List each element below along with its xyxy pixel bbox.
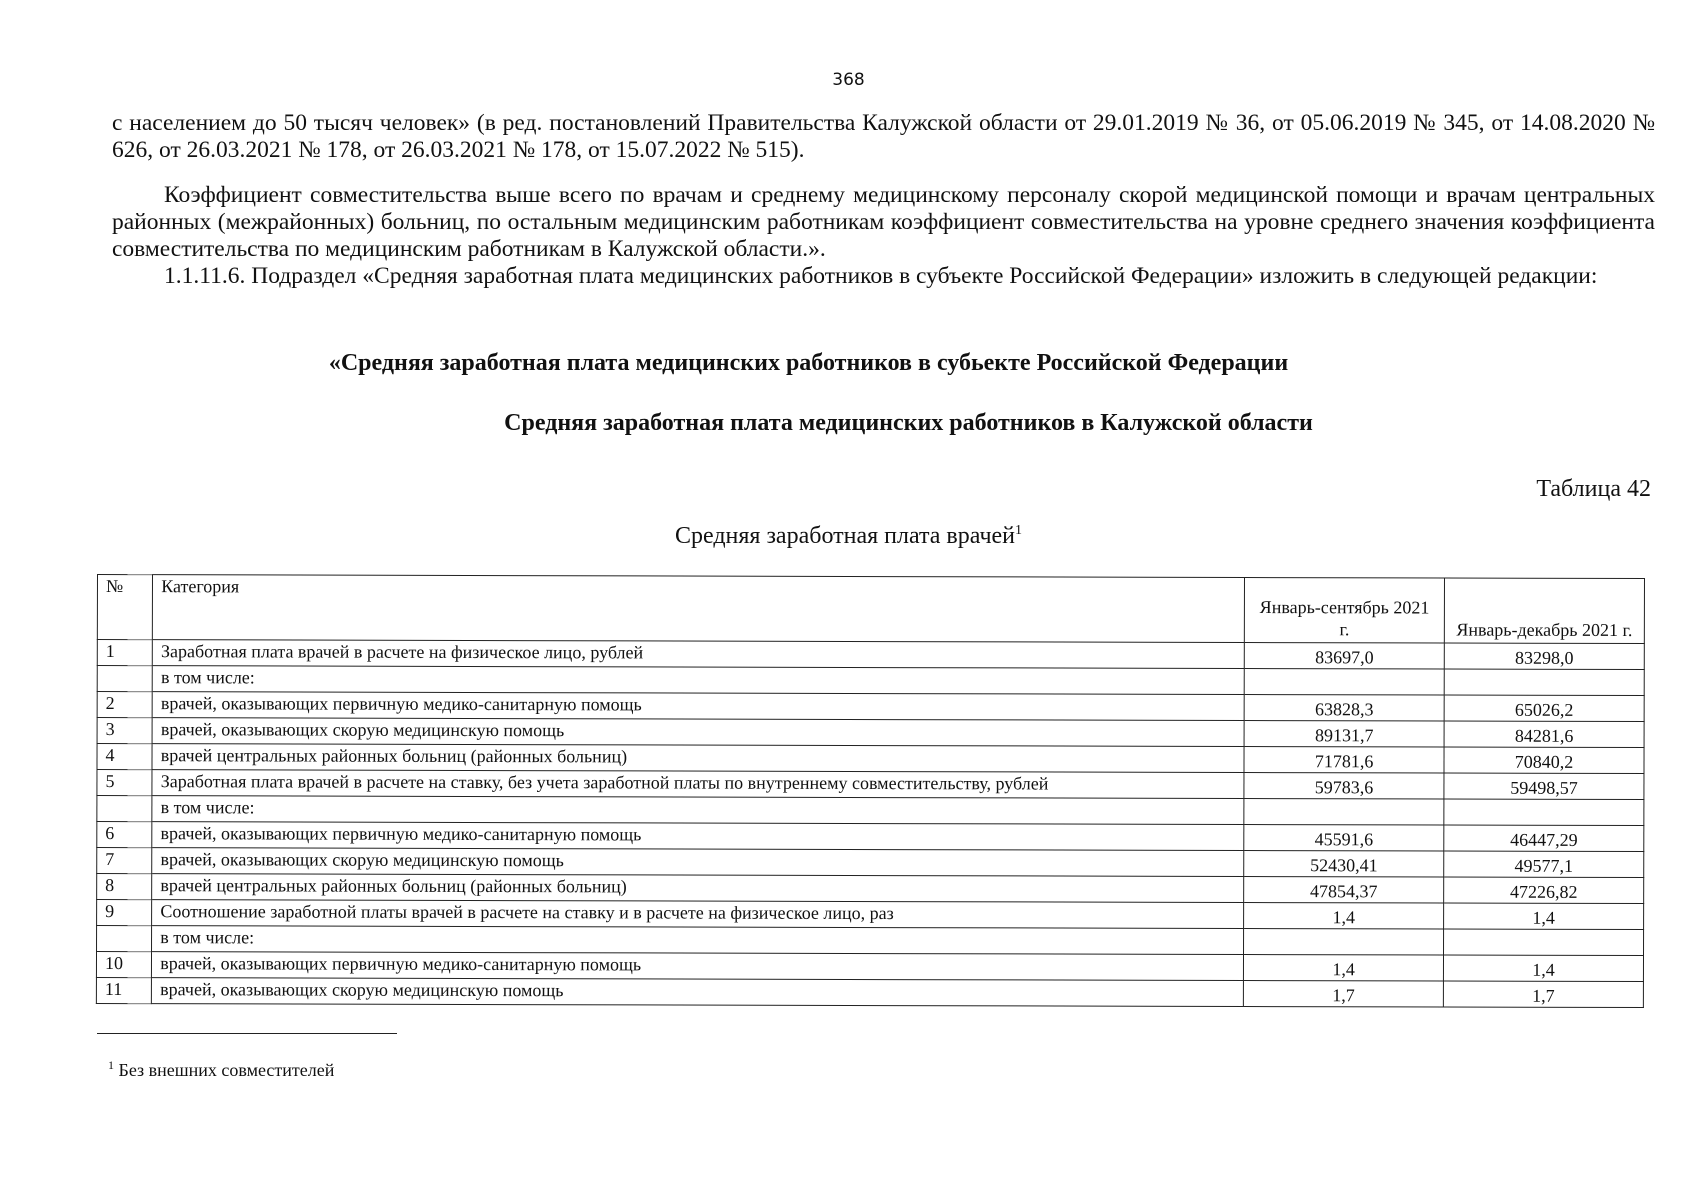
table-title-text: Средняя заработная плата врачей — [674, 523, 1016, 549]
row-value-jan-dec: 83298,0 — [1444, 643, 1644, 670]
table-row — [97, 848, 1644, 878]
table-row — [97, 640, 1644, 670]
row-num: 11 — [96, 977, 151, 1003]
row-num: 2 — [97, 692, 152, 718]
footnote-text: Без внешних совместителей — [118, 1060, 335, 1080]
row-num: 7 — [97, 848, 152, 874]
subsection-heading: Средняя заработная плата медицинских работников в Калужской области — [504, 410, 1313, 436]
row-value-jan-dec: 1,7 — [1443, 981, 1643, 1008]
footnote-mark: 1 — [108, 1058, 114, 1072]
header-period-jan-dec: Январь-декабрь 2021 г. — [1444, 578, 1644, 644]
row-value-jan-sep: 71781,6 — [1244, 747, 1444, 774]
row-num: 1 — [97, 640, 152, 666]
row-value-jan-dec — [1444, 669, 1644, 696]
paragraph-coefficient: Коэффициент совместительства выше всего по врачам и среднему медицинскому персоналу скорой медицинской помощи и врачам центральных районных (межрайонных) больниц, по остальным медицинским работникам коэффициент совместительства на уровне среднего значения коэффициента совместительства по медицинским работникам в Калужской области.». — [112, 182, 1655, 262]
header-period-jan-sep: Январь-сентябрь 2021 г. — [1245, 578, 1445, 644]
row-category: врачей, оказывающих скорую медицинскую помощь — [152, 718, 1244, 747]
header-category: Категория — [153, 575, 1245, 643]
row-num: 10 — [96, 952, 151, 978]
table-row — [96, 952, 1643, 982]
row-num: 3 — [97, 718, 152, 744]
footnote-divider — [97, 1033, 397, 1034]
row-category: в том числе: — [152, 666, 1244, 695]
page-number: 368 — [832, 70, 865, 90]
row-category: врачей центральных районных больниц (районных больниц) — [152, 744, 1244, 773]
row-num: 4 — [97, 744, 152, 770]
paragraph-subsection-change: 1.1.11.6. Подраздел «Средняя заработная плата медицинских работников в субъекте Российской Федерации» изложить в следующей редакции: — [164, 263, 1598, 289]
row-value-jan-sep: 1,4 — [1244, 903, 1444, 930]
row-value-jan-sep: 52430,41 — [1244, 851, 1444, 878]
table-row — [97, 666, 1644, 696]
row-value-jan-dec: 49577,1 — [1444, 851, 1644, 878]
row-num — [97, 796, 152, 822]
row-category: врачей, оказывающих первичную медико-санитарную помощь — [152, 952, 1244, 981]
row-category: Заработная плата врачей в расчете на ставку, без учета заработной платы по внутреннему совместительству, рублей — [152, 770, 1244, 799]
table-number-label: Таблица 42 — [1536, 476, 1651, 502]
table-row — [97, 796, 1644, 826]
row-value-jan-sep — [1244, 799, 1444, 826]
table-body — [96, 640, 1644, 1008]
row-value-jan-sep: 89131,7 — [1244, 721, 1444, 748]
table-title — [0, 523, 1697, 550]
footnote — [108, 1058, 334, 1081]
paragraph-amendment-reference: с населением до 50 тысяч человек» (в ред. постановлений Правительства Калужской области от 29.01.2019 № 36, от 05.06.2019 № 345, от 14.08.2020 № 626, от 26.03.2021 № 178, от 26.03.2021 № 178, от 15.07.2022 № 515). — [112, 110, 1655, 163]
section-heading: «Средняя заработная плата медицинских работников в субьекте Российской Федерации — [328, 350, 1289, 376]
row-category: в том числе: — [152, 796, 1244, 825]
row-category: врачей, оказывающих первичную медико-санитарную помощь — [152, 692, 1244, 721]
row-category: врачей, оказывающих скорую медицинскую помощь — [152, 978, 1244, 1007]
table-title-footnote-mark: 1 — [1015, 523, 1023, 538]
row-num: 6 — [97, 822, 152, 848]
table-row — [97, 900, 1644, 930]
row-value-jan-sep — [1244, 669, 1444, 696]
row-category: Соотношение заработной платы врачей в расчете на ставку и в расчете на физическое лицо, раз — [152, 900, 1244, 929]
row-value-jan-sep: 45591,6 — [1244, 825, 1444, 852]
table-row — [97, 770, 1644, 800]
row-value-jan-sep: 1,4 — [1244, 955, 1444, 982]
row-value-jan-dec: 47226,82 — [1444, 877, 1644, 904]
row-category: врачей центральных районных больниц (районных больниц) — [152, 874, 1244, 903]
row-value-jan-dec: 84281,6 — [1444, 721, 1644, 748]
row-value-jan-dec: 46447,29 — [1444, 825, 1644, 852]
salary-table — [96, 574, 1645, 1008]
row-num: 8 — [97, 874, 152, 900]
row-value-jan-sep: 47854,37 — [1244, 877, 1444, 904]
row-value-jan-dec: 59498,57 — [1444, 773, 1644, 800]
row-value-jan-dec: 65026,2 — [1444, 695, 1644, 722]
row-num — [97, 666, 152, 692]
table-row — [96, 977, 1643, 1007]
table-row — [97, 692, 1644, 722]
row-num: 9 — [97, 900, 152, 926]
table-row — [97, 718, 1644, 748]
row-value-jan-dec — [1444, 799, 1644, 826]
row-value-jan-sep — [1244, 929, 1444, 956]
table-row — [97, 926, 1644, 956]
row-category: врачей, оказывающих первичную медико-санитарную помощь — [152, 822, 1244, 851]
row-value-jan-sep: 1,7 — [1244, 981, 1444, 1008]
row-num — [97, 926, 152, 952]
header-num: № — [97, 575, 152, 640]
row-value-jan-dec: 1,4 — [1444, 955, 1644, 982]
row-value-jan-dec: 1,4 — [1444, 903, 1644, 930]
row-value-jan-sep: 63828,3 — [1244, 695, 1444, 722]
row-value-jan-sep: 83697,0 — [1244, 643, 1444, 670]
row-value-jan-dec — [1444, 929, 1644, 956]
row-value-jan-dec: 70840,2 — [1444, 747, 1644, 774]
row-value-jan-sep: 59783,6 — [1244, 773, 1444, 800]
row-num: 5 — [97, 770, 152, 796]
row-category: в том числе: — [152, 926, 1244, 955]
table-row — [97, 822, 1644, 852]
table-header-row — [97, 575, 1644, 644]
table-row — [97, 744, 1644, 774]
table-row — [97, 874, 1644, 904]
row-category: Заработная плата врачей в расчете на физическое лицо, рублей — [153, 640, 1245, 669]
row-category: врачей, оказывающих скорую медицинскую помощь — [152, 848, 1244, 877]
